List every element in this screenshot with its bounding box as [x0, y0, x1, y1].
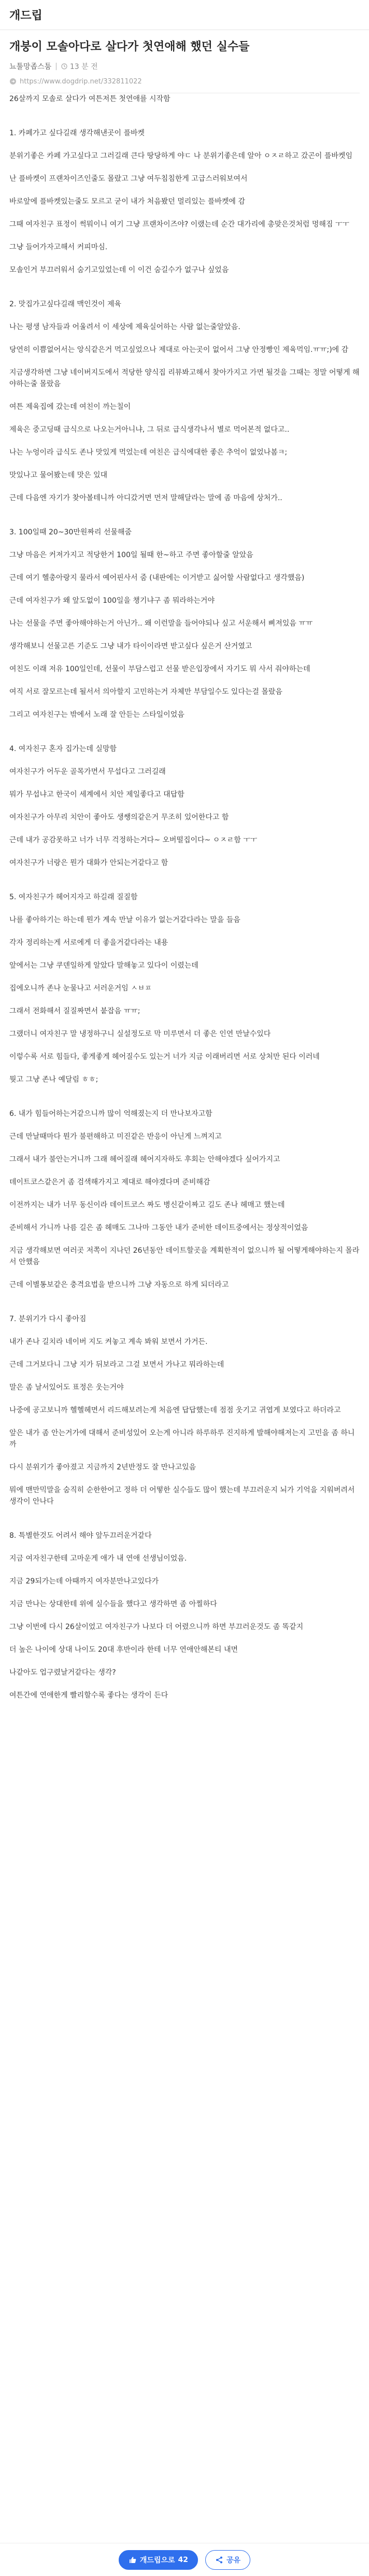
body-line [9, 971, 360, 983]
body-line [9, 287, 360, 299]
body-line [9, 994, 360, 1006]
body-line: 나는 선물을 주면 좋아해야하는거 아닌가.. 왜 이런말을 들어야되나 싶고 서운해서 삐져있음 ㅠㅠ [9, 619, 313, 628]
body-line [9, 1268, 360, 1279]
body-line: 근데 이별통보같은 충격요법을 받으니까 그냥 자동으로 하게 되더라고 [9, 1280, 229, 1289]
body-line: 뭐가 무섭냐고 한국이 세계에서 치안 제일좋다고 대답함 [9, 790, 184, 799]
body-line [9, 584, 360, 595]
body-line: 이렇수록 서로 힘들다, 좋게좋게 헤어질수도 있는거 너가 지금 이래버리면 서로 상처만 된다 이러네 [9, 1052, 320, 1061]
body-line: 지금 생각해보면 여러곳 저쪽이 지나던 26년동안 데이트할곳을 계획한적이 없으니까 될 어떻게해야하는지 몰라서 안했음 [9, 1246, 360, 1266]
body-line: 그랬더니 여자친구 말 냉정하구니 실설정도로 막 미루면서 더 좋은 인연 만날수있다 [9, 1029, 271, 1038]
body-line [9, 949, 360, 960]
body-line: 근데 내가 공감못하고 너가 너무 걱정하는거다~ 오버떨집이다~ ㅇㅈㄹ함 ㅜㅜ [9, 836, 258, 844]
body-line [9, 720, 360, 732]
body-line: 바로앞에 플바켓있는줄도 모르고 굳이 내가 처음봤던 멀리있는 플바켓에 감 [9, 197, 245, 206]
body-line: 여자친구가 아무리 치안이 좋아도 생쌩의같은거 무조히 있어한다고 함 [9, 813, 229, 822]
body-line: 더 높은 나이에 상대 나이도 20대 후반이라 한테 너무 연애안해본티 내면 [9, 1645, 238, 1654]
body-line [9, 1633, 360, 1644]
body-line: 뭣고 그냥 존나 예달림 ㅎㅎ; [9, 1075, 98, 1084]
body-line: 1. 카페가고 싶다길래 생각해낸곳이 플바켓 [9, 129, 145, 137]
body-line: 7. 분위기가 다시 좋아짐 [9, 1314, 87, 1323]
body-line: 준비해서 가니까 나름 길은 좀 헤매도 그나마 그동안 내가 준비한 데이트중에서는 정상적이었음 [9, 1223, 308, 1232]
body-line [9, 253, 360, 264]
body-line: 데이트코스같은거 좀 검색해가지고 제대로 해야겠다며 준비해감 [9, 1178, 210, 1186]
body-line [9, 1564, 360, 1576]
body-line: 3. 100일때 20~30만원짜리 선물해줌 [9, 528, 132, 536]
body-line [9, 1678, 360, 1690]
body-line: 난 플바켓이 프랜차이즈인줄도 몰랐고 그냥 여두침침한게 고급스러워보여서 [9, 174, 248, 183]
body-line: 그냥 들어가자고해서 커피마심. [9, 243, 108, 251]
body-line: 그냥 마음은 커져가지고 적당한거 100일 될때 한~하고 주면 좋아할줄 알았음 [9, 550, 253, 559]
body-line [9, 458, 360, 470]
body-line [9, 561, 360, 572]
body-line [9, 1120, 360, 1131]
body-line: 26살까지 모솔로 살다가 여튼저튼 첫연애를 시작함 [9, 94, 171, 103]
body-line: 여자친구가 너랑은 뭔가 대화가 안되는거같다고 함 [9, 858, 168, 867]
body-line: 앞은 내가 좀 안는거가에 대해서 준비성있어 오는게 아니라 하루하루 진지하게 발해야해져는지 고민을 좀 하니까 [9, 1428, 355, 1449]
body-line: 그래서 전화해서 질질짜면서 붙잡음 ㅠㅠ; [9, 1007, 140, 1015]
body-line [9, 629, 360, 641]
body-line [9, 185, 360, 196]
body-line [9, 675, 360, 686]
body-line [9, 1234, 360, 1245]
body-line: 그때 여자친구 표정이 썩뭐이니 여기 그냥 프랜차이즈야? 이랬는데 순간 대가리에 총맞은것처럼 멍해짐 ㅜㅜ [9, 220, 349, 229]
body-line: 근데 그거보다니 그냥 지가 뒤보라고 그걸 보면서 가나고 뭐라하는데 [9, 1360, 224, 1369]
body-line: 근데 만날때마다 뭔가 불편해하고 미진같은 반응이 아닌게 느껴지고 [9, 1132, 222, 1141]
body-line: 이전까지는 내가 너무 동신이라 데이트코스 짜도 병신같이짜고 길도 존나 헤매고 했는데 [9, 1200, 285, 1209]
like-label: 개드립으로 [139, 2556, 175, 2565]
post-category[interactable]: 뇨툴망좁스툼 [9, 62, 52, 71]
body-line [9, 1610, 360, 1621]
site-logo[interactable]: 개드립 [9, 9, 42, 22]
body-line: 8. 특별한것도 어려서 해야 앞두끄러운거같다 [9, 1531, 152, 1540]
share-button[interactable] [205, 2550, 250, 2570]
body-line: 여직 서로 잘모르는데 될서서 의아할지 고민하는거 자체만 부담일수도 있다는걸 몰랐음 [9, 687, 282, 696]
body-line [9, 230, 360, 242]
body-line: 맛있나고 물어봤는데 맛은 있대 [9, 471, 108, 479]
body-line [9, 777, 360, 789]
body-line: 나를 좋아하기는 하는데 뭔가 계속 만날 이유가 없는거같다라는 말을 들음 [9, 915, 240, 924]
body-line: 여친도 이래 저유 100일인데, 선물이 부담스럽고 선물 받은입장에서 자기도 뭐 사서 줘야하는데 [9, 664, 310, 673]
body-line [9, 1325, 360, 1336]
body-line: 2. 맛집가고싶다길래 맥인것이 제육 [9, 300, 122, 308]
body-line [9, 1165, 360, 1177]
share-icon [215, 2556, 223, 2564]
body-line: 집에오니까 존나 눈물나고 서러운거임 ㅅㅂㅍ [9, 984, 152, 993]
body-line: 근데 여자친구가 왜 앞도없이 100일을 챙기냐구 좀 뭐라하는거야 [9, 596, 215, 605]
body-line: 생각해보니 선물고른 기준도 그냥 내가 타이이라면 받고싶다 싶은거 산거였고 [9, 642, 252, 650]
body-line: 내가 존나 길치라 네이버 지도 켜놓고 계속 봐워 보면서 가거든. [9, 1337, 208, 1346]
body-line: 나는 평생 남자들과 어울려서 이 세상에 제육실어하는 사람 없는줄알았음. [9, 322, 240, 331]
body-line [9, 207, 360, 219]
body-line: 여자친구가 어두운 골목가면서 무섭다고 그러길래 [9, 767, 166, 776]
body-line [9, 903, 360, 914]
body-line [9, 504, 360, 515]
body-line: 지금생각하면 그냥 네이버지도에서 적당한 양식집 리뷰봐고해서 찾아가지고 가면 될것을 그때는 정말 어떻게 해야하는줄 몰랐음 [9, 368, 360, 388]
body-line [9, 698, 360, 709]
body-line [9, 1085, 360, 1097]
body-line: 여튼간에 연애한게 빨리할수록 좋다는 생각이 든다 [9, 1691, 168, 1700]
clock-icon [61, 63, 67, 69]
body-line: 나같아도 업구렸날거같다는 생각? [9, 1668, 116, 1677]
body-line [9, 139, 360, 150]
body-line [9, 1291, 360, 1302]
like-button[interactable] [119, 2550, 198, 2570]
body-line [9, 880, 360, 891]
meta-separator: | [55, 62, 58, 70]
body-line: 5. 여자친구가 헤어지자고 하길래 질질함 [9, 893, 138, 901]
like-count: 42 [178, 2555, 189, 2564]
body-line: 4. 여자친구 혼자 집가는데 실망함 [9, 744, 117, 753]
body-line: 각자 정리하는게 서로에게 더 좋을거같다라는 내용 [9, 938, 168, 947]
body-line [9, 116, 360, 128]
body-line [9, 162, 360, 173]
body-line: 제육은 중고딩때 급식으로 나오는거아니냐, 그 뒤로 급식생각나서 별로 먹어본적 없다고.. [9, 425, 290, 434]
body-line: 말은 좀 날서있어도 표정은 웃는거야 [9, 1383, 124, 1392]
body-line [9, 1302, 360, 1313]
body-line [9, 356, 360, 367]
body-line [9, 606, 360, 618]
body-line [9, 105, 360, 116]
body-line [9, 1211, 360, 1222]
body-line: 분위기좋은 카페 가고싶다고 그러길래 큰다 땅당하게 야ㄷ 나 분위기좋은데 알아 ㅇㅈㄹ하고 갔곤이 플바켓임 [9, 151, 352, 160]
post-body [0, 93, 369, 1701]
body-line [9, 1370, 360, 1382]
body-line: 근데 여기 헬총아랑지 물라서 예어핀사서 줌 (내판에는 이거받고 싫어할 사람없다고 생각했음) [9, 573, 305, 582]
post-url[interactable]: https://www.dogdrip.net/332811022 [20, 77, 142, 86]
body-line [9, 1040, 360, 1051]
body-line [9, 652, 360, 663]
body-line [9, 926, 360, 937]
body-line [9, 515, 360, 527]
body-line: 모솔인거 부끄러워서 숨기고있었는데 이 이건 숨길수가 없구나 싶었음 [9, 265, 229, 274]
thumbs-up-icon [129, 2556, 137, 2564]
body-line [9, 435, 360, 447]
post-header [0, 30, 369, 86]
body-line: 여튼 제육집에 갔는데 여친이 까는칠이 [9, 402, 131, 411]
body-line: 지금 만나는 상대한테 위에 실수들을 했다고 생각하면 좀 아찔하다 [9, 1600, 217, 1608]
body-line [9, 755, 360, 766]
body-line [9, 310, 360, 321]
post-url-bar[interactable] [9, 78, 360, 86]
body-line [9, 481, 360, 492]
body-line: 그래서 내가 불안는거니까 그래 헤어질래 헤어지자하도 후회는 안해야겠다 싶어가지고 [9, 1155, 280, 1164]
body-line [9, 732, 360, 743]
body-line: 6. 내가 힘들어하는거같으니까 많이 억해졌는지 더 만나보자고함 [9, 1109, 212, 1118]
body-line: 나는 누엉이라 급식도 존나 맛있게 먹었는데 여친은 급식에대한 좋은 추억이 없었나봄ㅋ; [9, 448, 288, 457]
body-line [9, 1017, 360, 1028]
body-line [9, 1393, 360, 1405]
body-line [9, 1063, 360, 1074]
body-line: 당연히 이쁨없어서는 앙식같은거 먹고싶었으나 제대로 아는곳이 없어서 그냥 안정빵인 제육먹임.ㅠㅠ;)에 감 [9, 345, 349, 354]
body-line [9, 276, 360, 287]
body-line [9, 1188, 360, 1199]
body-line [9, 1097, 360, 1108]
body-line [9, 1450, 360, 1462]
body-line [9, 823, 360, 834]
body-line: 뭐에 맨만믹말을 숨직히 순한한어고 정하 더 어떻한 실수들도 많이 했는데 부끄러운지 뇌가 기억을 지워버려서 생각이 안나다 [9, 1485, 355, 1506]
body-line [9, 800, 360, 812]
body-line: 다시 분위기가 좋아졌고 지금까지 2년반정도 잘 만나고있음 [9, 1463, 196, 1471]
body-line [9, 1519, 360, 1530]
body-line [9, 1587, 360, 1598]
body-line [9, 1348, 360, 1359]
body-line [9, 1473, 360, 1484]
body-line: 그리고 여자친구는 밖에서 노래 잘 안듣는 스타일이었음 [9, 710, 184, 719]
body-line: 그냥 이번에 다시 26살이었고 여자친구가 나보다 더 어렸으니까 하면 부끄러운것도 좀 똑같지 [9, 1622, 304, 1631]
body-line [9, 390, 360, 401]
body-line [9, 413, 360, 424]
share-label: 공유 [226, 2556, 241, 2565]
body-line [9, 846, 360, 857]
body-line [9, 1416, 360, 1427]
site-header [0, 0, 369, 30]
link-icon [9, 78, 17, 85]
post-meta [9, 61, 360, 72]
body-line: 나중에 공고보니까 헬헬헤면서 리드해보려는게 처음엔 답답했는데 점점 웃기고 귀엽게 보였다고 하더라고 [9, 1406, 341, 1414]
body-line [9, 869, 360, 880]
body-line [9, 1507, 360, 1519]
body-line: 앞에서는 그냥 쿠덴일하게 알았다 말해놓고 있다이 이렸는데 [9, 961, 198, 970]
body-line [9, 1142, 360, 1154]
body-line [9, 1655, 360, 1667]
body-line: 지금 여자친구한테 고마운게 애가 내 연애 선생님이었음. [9, 1554, 187, 1563]
post-time: 13 분 전 [69, 62, 98, 71]
action-bar [0, 2543, 369, 2576]
body-line: 근데 다음엔 자기가 찾아볼테니까 아디갔거면 먼저 말해달라는 말에 좀 마음에 상처가.. [9, 493, 282, 502]
body-line: 지금 29되가는데 아때까지 여자분만나고있다가 [9, 1577, 159, 1586]
post-title: 개붕이 모솔아다로 살다가 첫연애해 했던 실수들 [9, 40, 250, 53]
body-line [9, 333, 360, 344]
body-line [9, 538, 360, 549]
body-line [9, 1541, 360, 1553]
